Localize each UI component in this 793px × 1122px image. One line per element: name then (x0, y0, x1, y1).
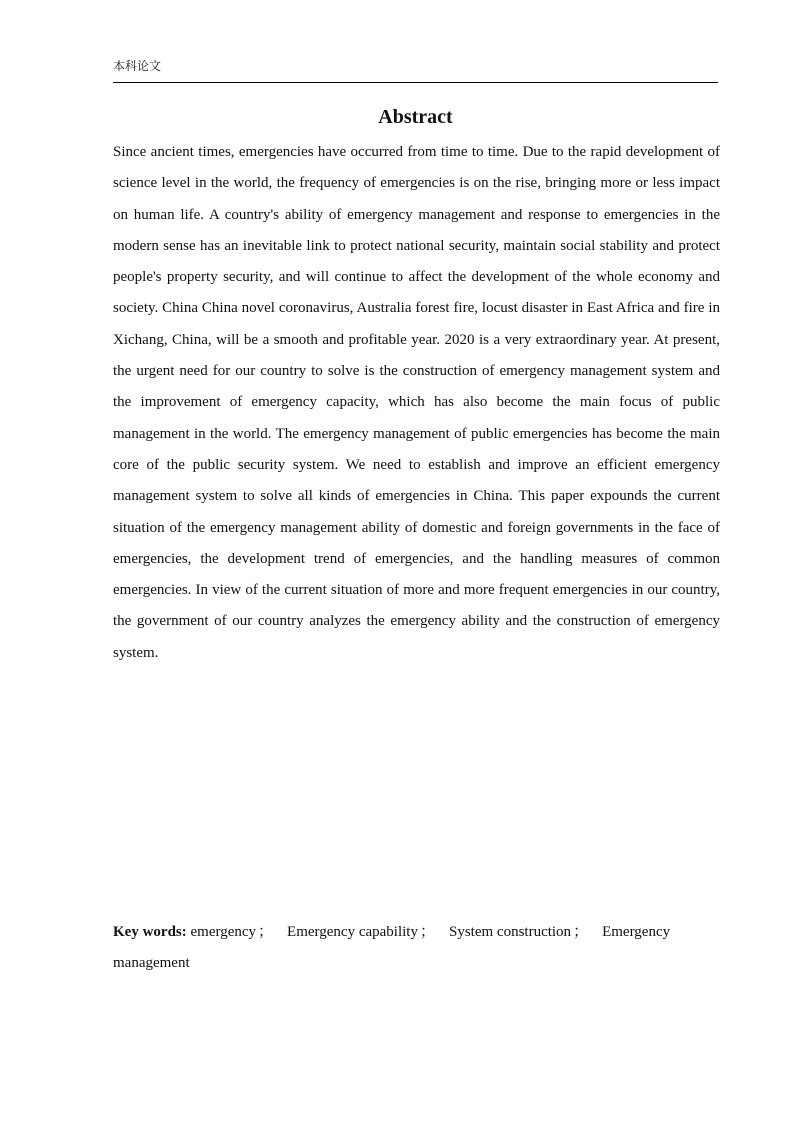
keyword-item: Emergency management (113, 924, 671, 972)
abstract-paragraph: Since ancient times, emergencies have occurred from time to time. Due to the rapid development of science level in the world, the frequency of emergencies is on the rise, bringing more or less impact on human life. A country's ability of emergency management and response to emergencies in the modern sense has an inevitable link to protect national security, maintain social stability and protect people's property security, and will continue to affect the development of the whole economy and society. China China novel coronavirus, Australia forest fire, locust disaster in East Africa and fire in Xichang, China, will be a smooth and profitable year. 2020 is a very extraordinary year. At present, the urgent need for our country to solve is the construction of emergency management system and the improvement of emergency capacity, which has also become the main focus of public management in the world. The emergency management of public emergencies has become the main core of the public security system. We need to establish and improve an efficient emergency management system to solve all kinds of emergencies in China. This paper expounds the current situation of the emergency management ability of domestic and foreign governments in the face of emergencies, the development trend of emergencies, and the handling measures of common emergencies. In view of the current situation of more and more frequent emergencies in our country, the government of our country analyzes the emergency ability and the construction of emergency system. (113, 144, 720, 661)
header-divider (113, 82, 718, 83)
header-text: 本科论文 (113, 59, 162, 73)
keywords-label: Key words: (113, 924, 187, 940)
keyword-separator: ； (573, 924, 589, 940)
keyword-item: Emergency capability (287, 924, 418, 940)
keyword-item: System construction (448, 924, 572, 940)
keyword-separator: ； (258, 924, 274, 940)
keyword-separator: ； (419, 924, 435, 940)
abstract-title: Abstract (378, 106, 453, 128)
keywords-line (113, 917, 720, 980)
page-header (113, 58, 718, 84)
keyword-item: emergency (190, 924, 257, 940)
